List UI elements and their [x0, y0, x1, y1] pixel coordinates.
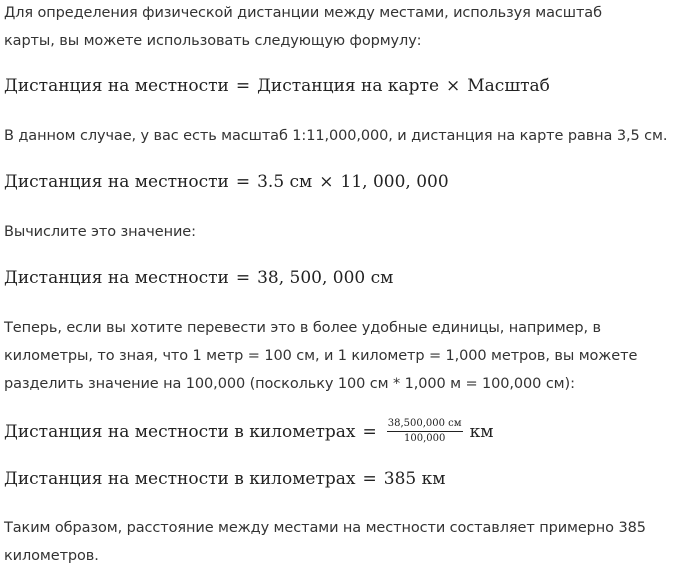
formula-km-fraction-lhs: Дистанция на местности в километрах	[4, 421, 356, 442]
formula-general-term2: Масштаб	[467, 76, 550, 96]
formula-km-unit: км	[469, 421, 494, 442]
formula-general-lhs: Дистанция на местности	[4, 76, 229, 96]
formula-substituted-lhs: Дистанция на местности	[4, 172, 229, 192]
equals-sign: =	[362, 469, 377, 489]
convert-line-2: километры, то зная, что 1 метр = 100 см, и 1 километр = 1,000 метров, вы можете	[4, 348, 638, 364]
times-sign: ×	[319, 172, 334, 192]
conclusion-line-1: Таким образом, расстояние между местами на местности составляет примерно 385	[4, 520, 646, 536]
times-sign: ×	[446, 76, 461, 96]
intro-line-1: Для определения физической дистанции между местами, используя масштаб	[4, 5, 602, 21]
fraction-numerator: 38,500,000 см	[387, 418, 463, 432]
formula-result-cm-value: 38, 500, 000 см	[257, 268, 394, 288]
intro-paragraph	[4, 0, 602, 55]
convert-line-1: Теперь, если вы хотите перевести это в более удобные единицы, например, в	[4, 320, 601, 336]
fraction-denominator: 100,000	[403, 433, 446, 444]
formula-result-cm	[4, 268, 393, 288]
equals-sign: =	[362, 421, 377, 442]
equals-sign: =	[235, 76, 251, 96]
formula-result-km-value: 385 км	[383, 469, 446, 489]
convert-paragraph	[4, 314, 637, 398]
formula-result-km-lhs: Дистанция на местности в километрах	[4, 469, 356, 489]
conclusion-line-2: километров.	[4, 548, 99, 564]
intro-line-2: карты, вы можете использовать следующую формулу:	[4, 33, 422, 49]
conclusion-paragraph	[4, 514, 646, 569]
convert-line-3: разделить значение на 100,000 (поскольку 100 см * 1,000 м = 100,000 см):	[4, 376, 575, 392]
fraction	[387, 418, 463, 445]
equals-sign: =	[235, 268, 251, 288]
given-paragraph: В данном случае, у вас есть масштаб 1:11,000,000, и дистанция на карте равна 3,5 см.	[4, 128, 668, 144]
formula-substituted-value2: 11, 000, 000	[340, 172, 449, 192]
formula-result-cm-lhs: Дистанция на местности	[4, 268, 229, 288]
formula-general-term1: Дистанция на карте	[257, 76, 440, 96]
formula-result-km	[4, 469, 445, 489]
equals-sign: =	[235, 172, 251, 192]
compute-paragraph: Вычислите это значение:	[4, 224, 196, 240]
formula-km-fraction	[4, 418, 493, 445]
formula-substituted-value1: 3.5 см	[257, 172, 313, 192]
formula-general	[4, 76, 550, 96]
formula-substituted	[4, 172, 449, 192]
